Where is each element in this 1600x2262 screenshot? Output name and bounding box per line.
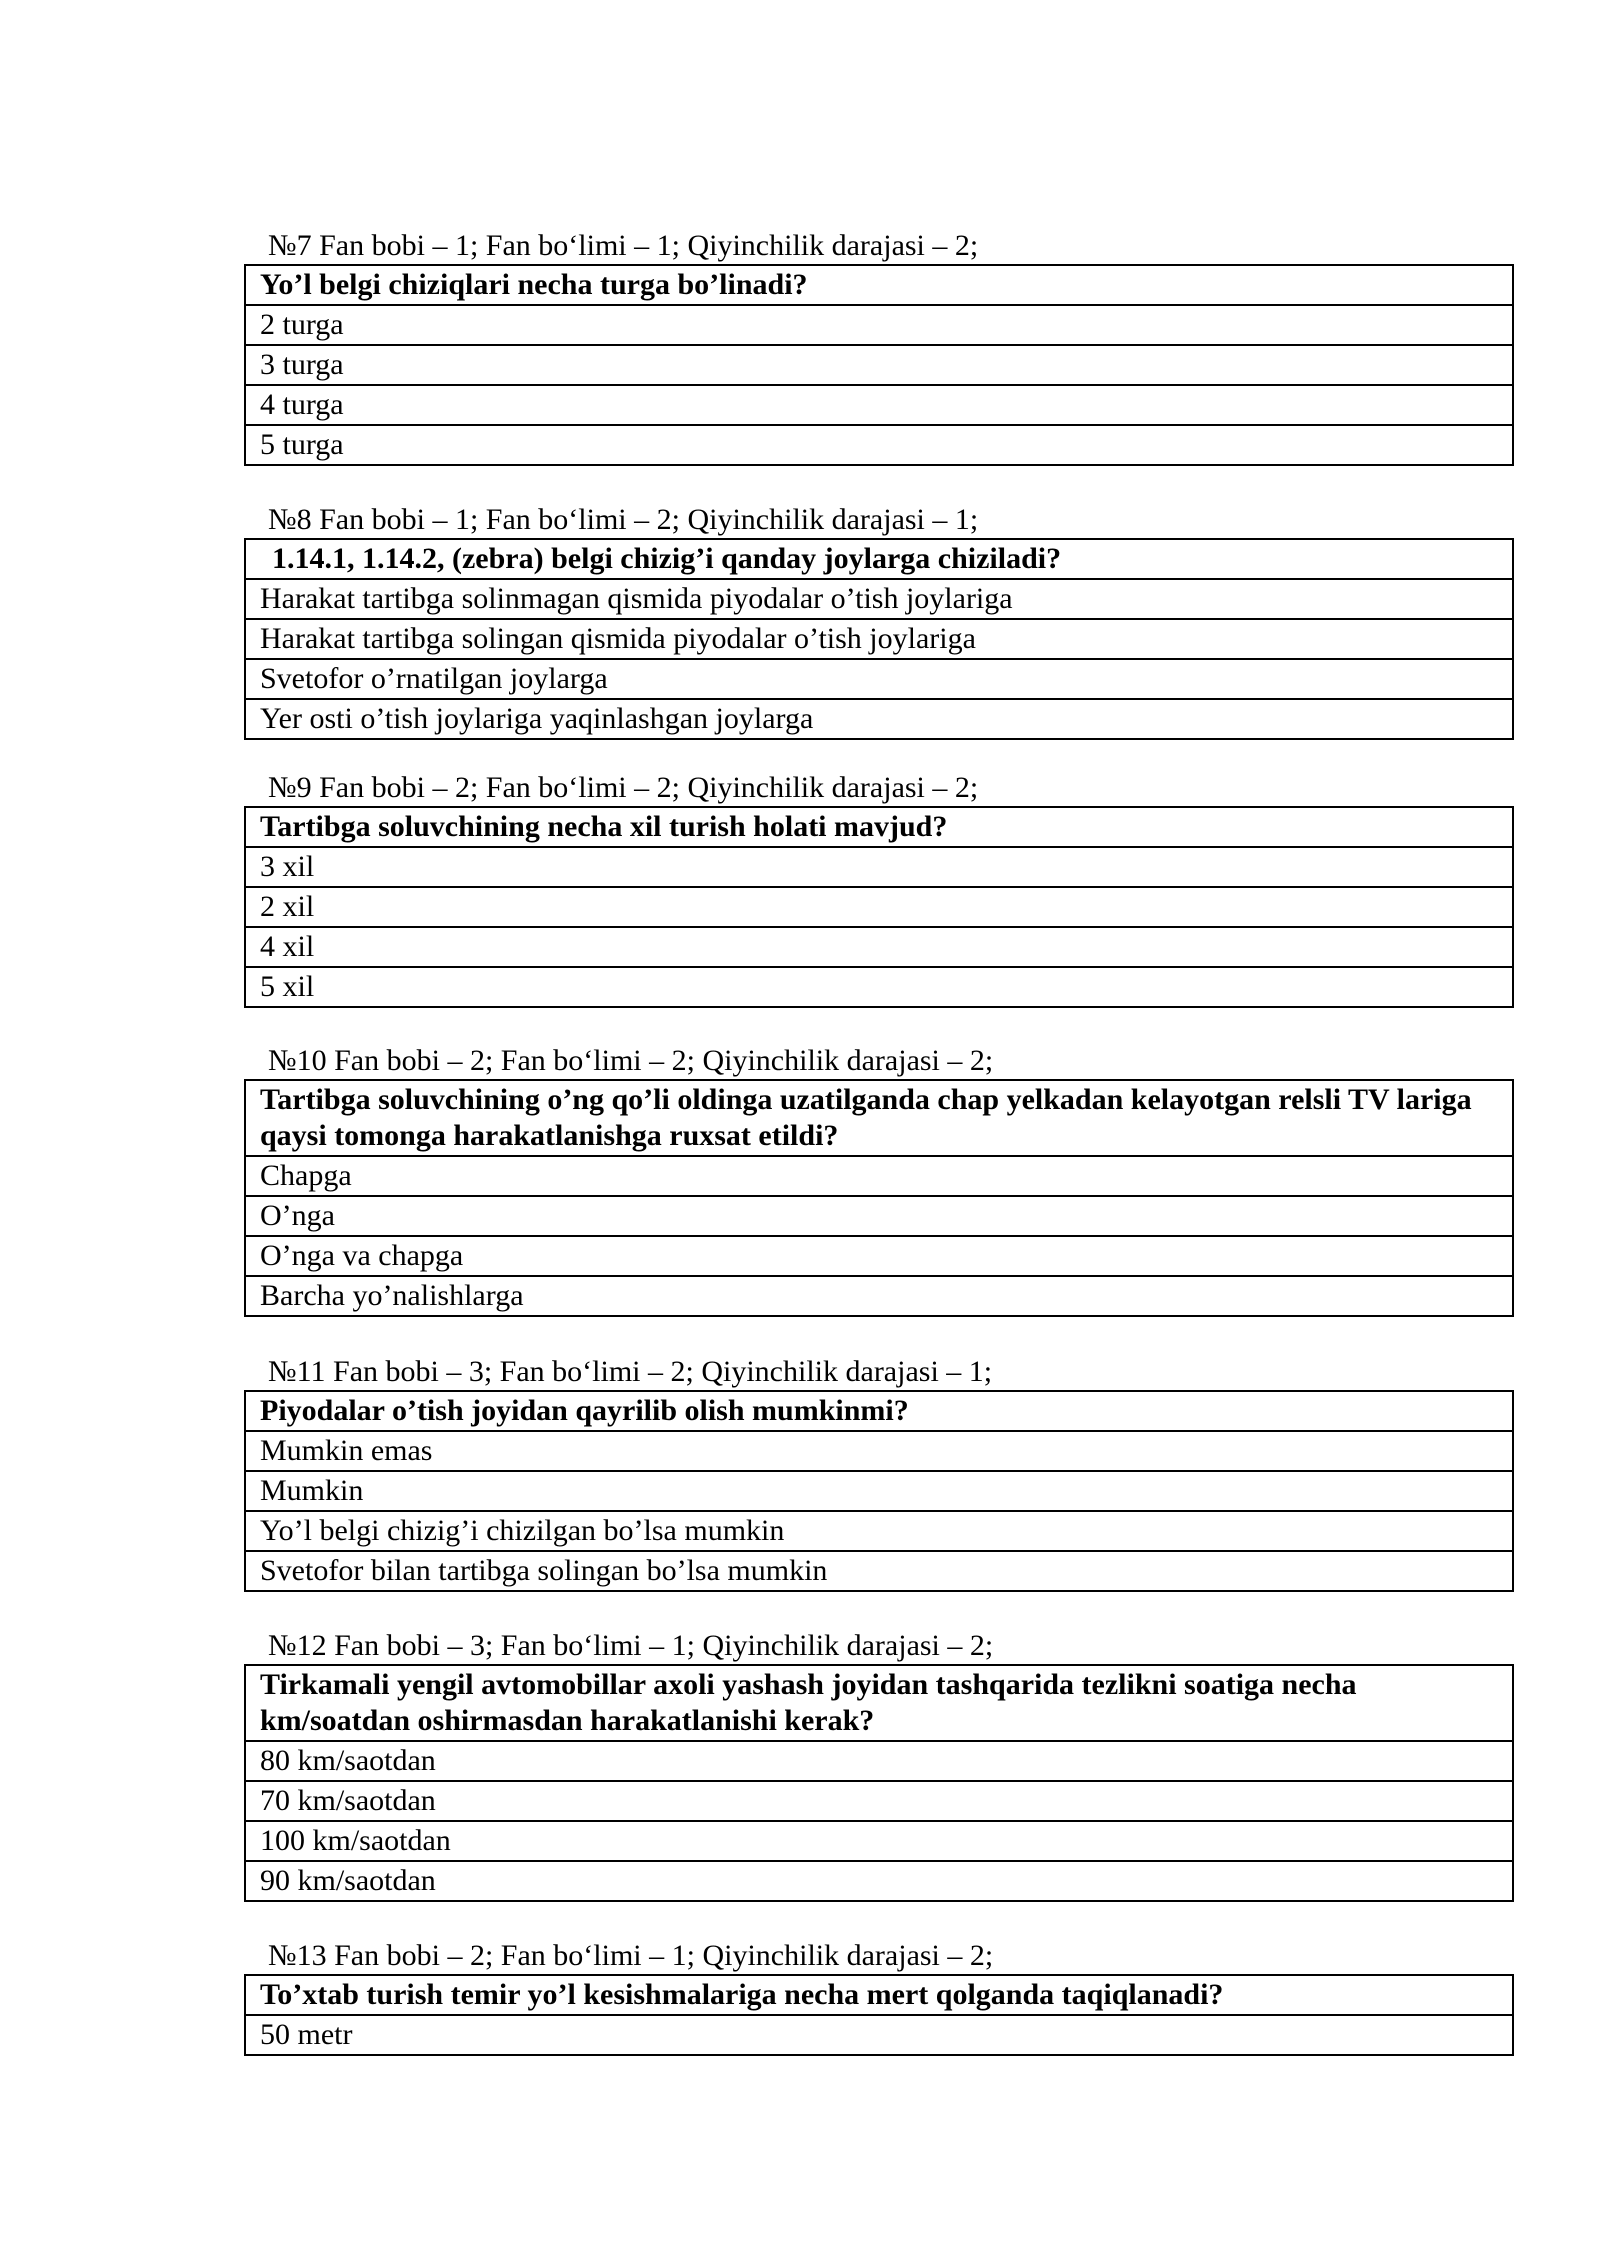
question-header: №13 Fan bobi – 2; Fan bo‘limi – 1; Qiyinchilik darajasi – 2; <box>268 1939 994 1972</box>
answer-option: 5 xil <box>260 970 315 1003</box>
question-header: №7 Fan bobi – 1; Fan bo‘limi – 1; Qiyinchilik darajasi – 2; <box>268 229 979 262</box>
question-text: Piyodalar o’tish joyidan qayrilib olish mumkinmi? <box>246 1392 1512 1432</box>
question-table <box>244 538 1514 740</box>
question-header: №12 Fan bobi – 3; Fan bo‘limi – 1; Qiyinchilik darajasi – 2; <box>268 1629 994 1662</box>
question-table <box>244 264 1514 466</box>
answer-option: Barcha yo’nalishlarga <box>260 1279 524 1312</box>
question-block-13 <box>244 1938 1514 2056</box>
answer-option: Svetofor bilan tartibga solingan bo’lsa mumkin <box>260 1554 828 1587</box>
answer-option: 100 km/saotdan <box>246 1822 1512 1862</box>
question-block-9 <box>244 770 1514 1008</box>
question-text: To’xtab turish temir yo’l kesishmalariga necha mert qolganda taqiqlanadi? <box>246 1976 1512 2016</box>
answer-option: Mumkin emas <box>246 1432 1512 1472</box>
question-header: №8 Fan bobi – 1; Fan bo‘limi – 2; Qiyinchilik darajasi – 1; <box>268 503 979 536</box>
answer-option: 4 turga <box>246 386 1512 426</box>
question-text: Yo’l belgi chiziqlari necha turga bo’linadi? <box>246 266 1512 306</box>
answer-option: Yo’l belgi chizig’i chizilgan bo’lsa mumkin <box>246 1512 1512 1552</box>
question-text: Tartibga soluvchining o’ng qo’li oldinga uzatilganda chap yelkadan kelayotgan relsli TV lariga qaysi tomonga harakatlanishga ruxsat etildi? <box>246 1081 1512 1157</box>
answer-option: 70 km/saotdan <box>246 1782 1512 1822</box>
question-header: №11 Fan bobi – 3; Fan bo‘limi – 2; Qiyinchilik darajasi – 1; <box>268 1355 993 1388</box>
answer-option: 4 xil <box>246 928 1512 968</box>
answer-option: 50 metr <box>260 2018 353 2051</box>
answer-option: 2 turga <box>246 306 1512 346</box>
question-block-12 <box>244 1628 1514 1902</box>
answer-option: Svetofor o’rnatilgan joylarga <box>246 660 1512 700</box>
answer-option: Mumkin <box>246 1472 1512 1512</box>
question-block-8 <box>244 502 1514 740</box>
question-header: №10 Fan bobi – 2; Fan bo‘limi – 2; Qiyinchilik darajasi – 2; <box>268 1044 994 1077</box>
question-text: Tartibga soluvchining necha xil turish holati mavjud? <box>246 808 1512 848</box>
answer-option: 3 xil <box>246 848 1512 888</box>
answer-option: O’nga va chapga <box>246 1237 1512 1277</box>
question-block-11 <box>244 1354 1514 1592</box>
question-table <box>244 1974 1514 2056</box>
answer-option: Harakat tartibga solinmagan qismida piyodalar o’tish joylariga <box>246 580 1512 620</box>
question-text: 1.14.1, 1.14.2, (zebra) belgi chizig’i qanday joylarga chiziladi? <box>246 540 1512 580</box>
answer-option: 3 turga <box>246 346 1512 386</box>
answer-option: 2 xil <box>246 888 1512 928</box>
answer-option: 90 km/saotdan <box>260 1864 436 1897</box>
question-block-10 <box>244 1043 1514 1317</box>
question-table <box>244 806 1514 1008</box>
answer-option: O’nga <box>246 1197 1512 1237</box>
answer-option: Yer osti o’tish joylariga yaqinlashgan joylarga <box>260 702 814 735</box>
question-table <box>244 1079 1514 1317</box>
question-table <box>244 1390 1514 1592</box>
answer-option: Chapga <box>246 1157 1512 1197</box>
question-header: №9 Fan bobi – 2; Fan bo‘limi – 2; Qiyinchilik darajasi – 2; <box>268 771 979 804</box>
answer-option: 80 km/saotdan <box>246 1742 1512 1782</box>
question-text: Tirkamali yengil avtomobillar axoli yashash joyidan tashqarida tezlikni soatiga necha km/soatdan oshirmasdan harakatlanishi kerak? <box>246 1666 1512 1742</box>
answer-option: Harakat tartibga solingan qismida piyodalar o’tish joylariga <box>246 620 1512 660</box>
answer-option: 5 turga <box>260 428 344 461</box>
question-table <box>244 1664 1514 1902</box>
question-block-7 <box>244 228 1514 466</box>
